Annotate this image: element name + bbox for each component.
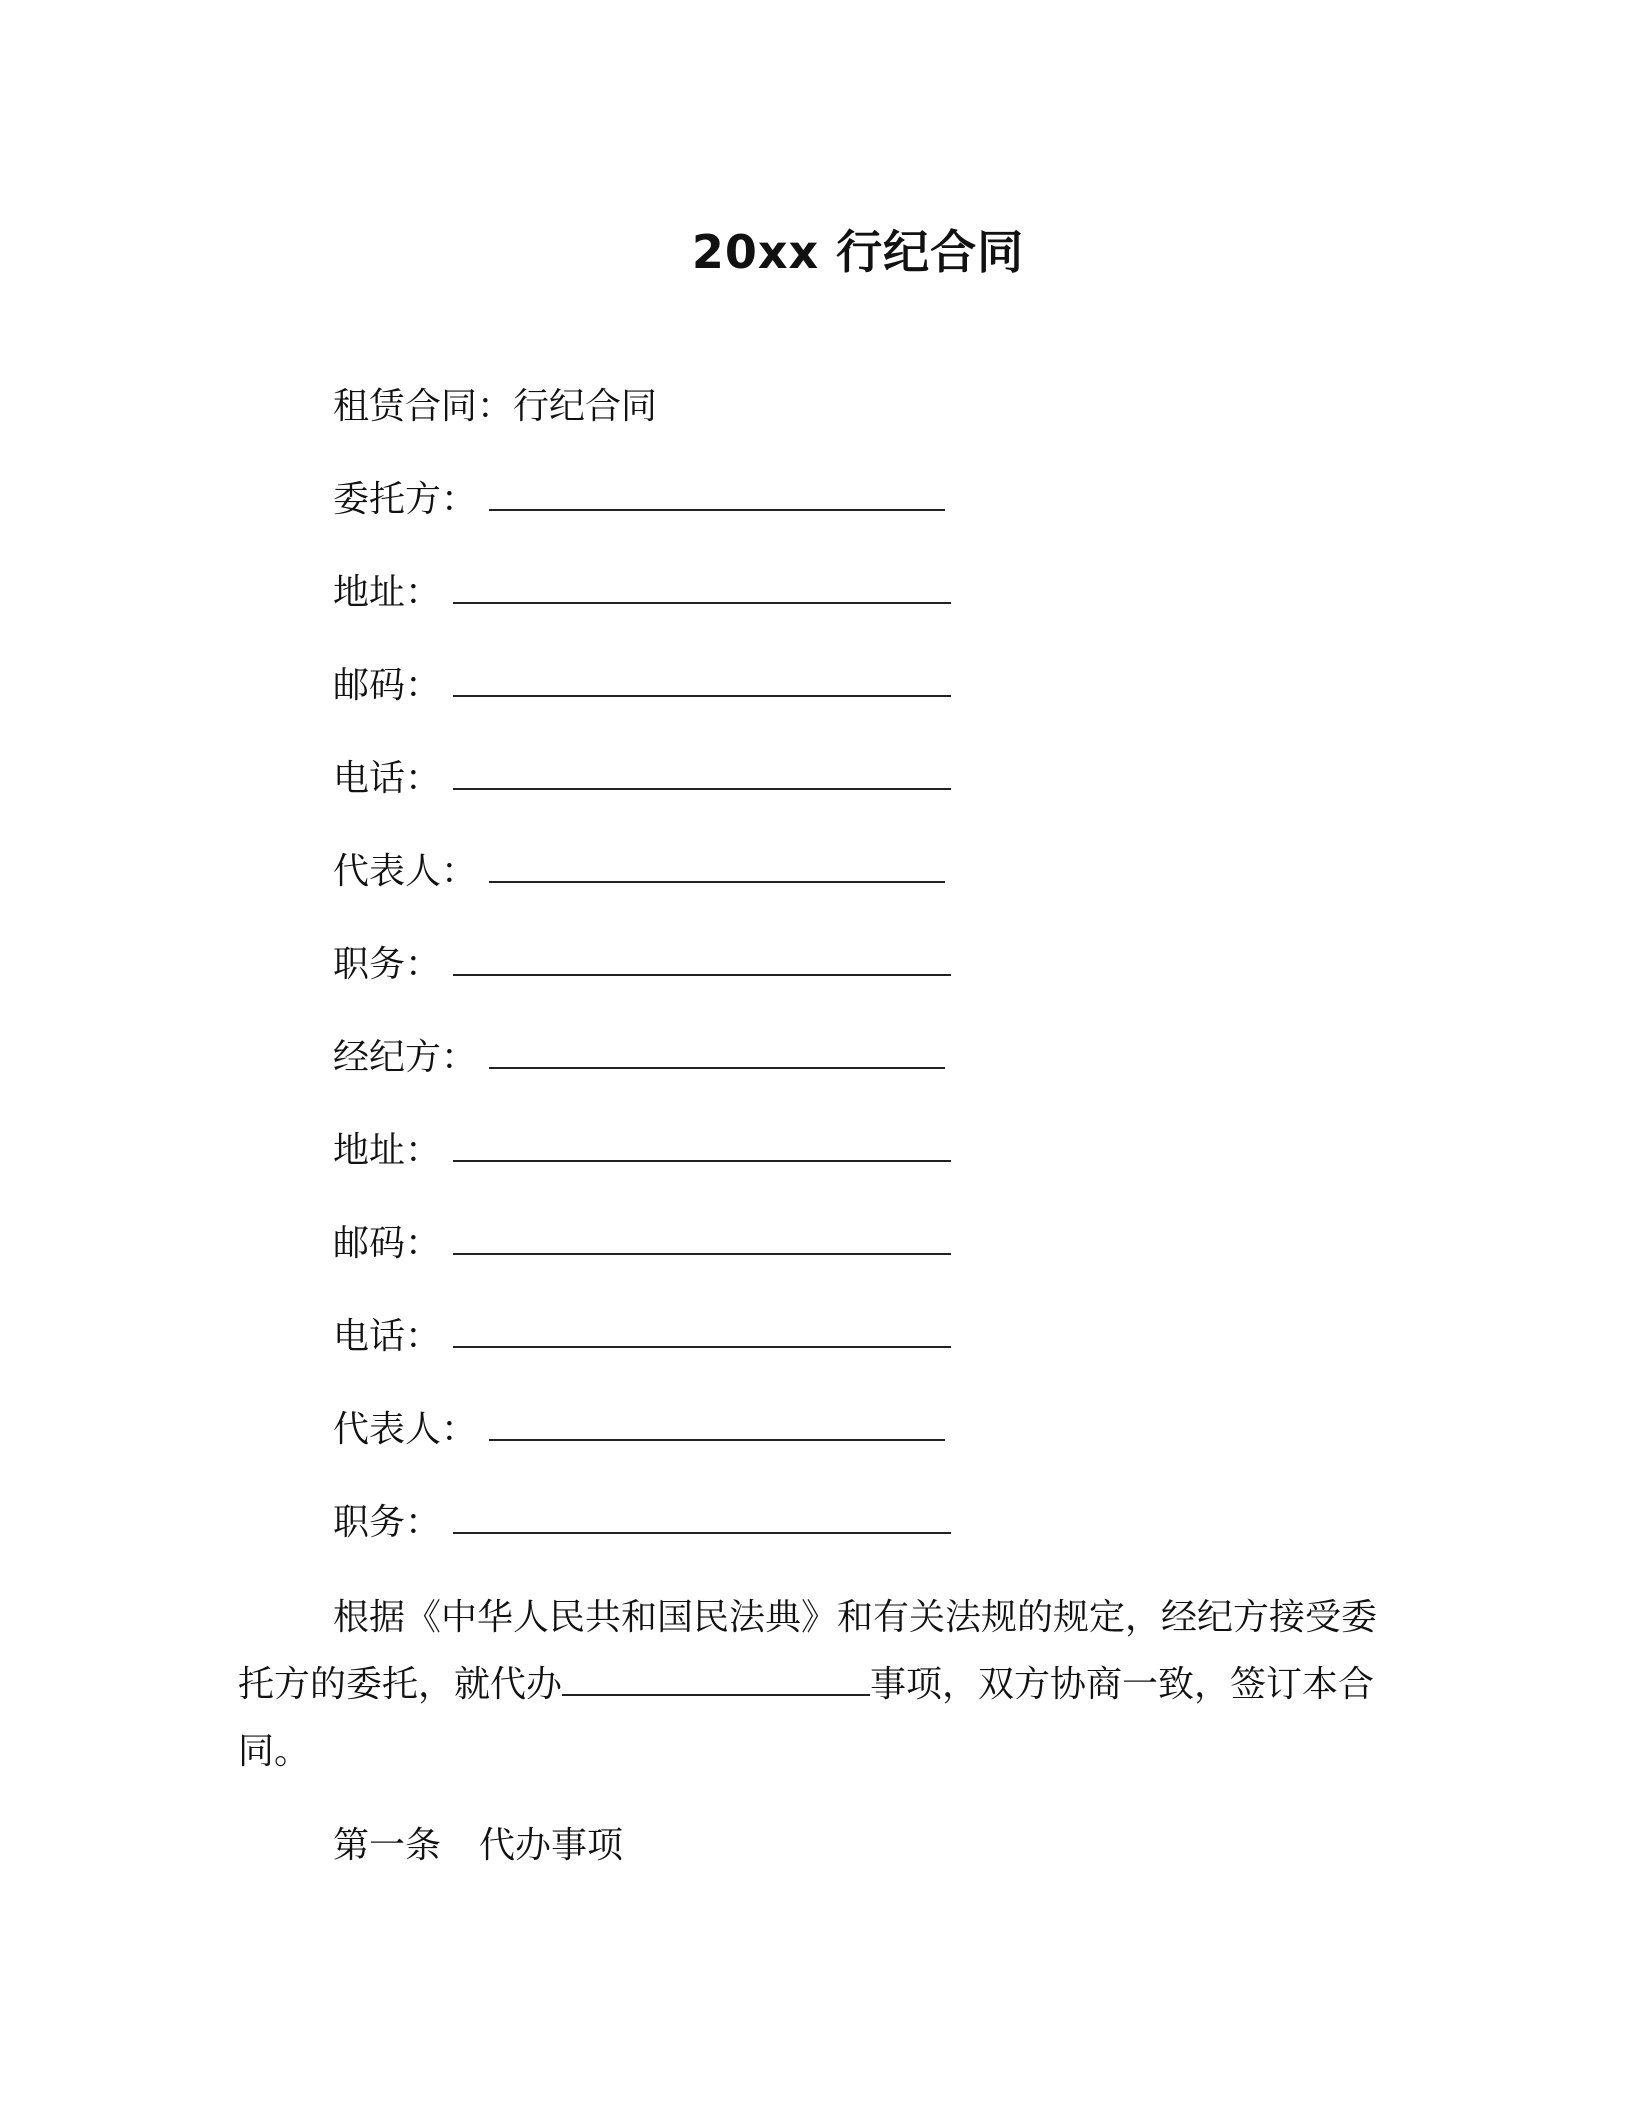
paragraph-text-1: 根据《中华人民共和国民法典》和有关法规的规定，经纪方接受委托方的委托，就代办 [238, 1597, 1378, 1705]
field-label: 电话： [333, 758, 442, 799]
form-field-address [333, 569, 951, 617]
intro-paragraph [238, 1584, 1378, 1785]
field-label: 地址： [333, 572, 442, 613]
fill-blank-line [453, 570, 951, 604]
form-field-principal [333, 476, 945, 524]
fill-blank-line [453, 1314, 951, 1348]
field-label: 地址： [333, 1130, 442, 1171]
field-label: 委托方： [333, 479, 478, 520]
contract-type: 租赁合同：行纪合同 [333, 386, 658, 427]
fill-blank-line [489, 849, 945, 883]
field-label: 经纪方： [333, 1037, 478, 1078]
fill-blank-line [562, 1662, 870, 1696]
paragraph-text-2: 事项，双方协商一致，签订本合同。 [238, 1664, 1375, 1772]
form-field-position [333, 1499, 951, 1547]
form-field-postcode [333, 662, 951, 710]
form-field-postcode [333, 1220, 951, 1268]
field-label: 职务： [333, 1502, 442, 1543]
fill-blank-line [453, 663, 951, 697]
section-heading [333, 1822, 623, 1870]
fill-blank-line [453, 1221, 951, 1255]
form-field-address [333, 1127, 951, 1175]
form-field-phone [333, 755, 951, 803]
fill-blank-line [489, 477, 945, 511]
field-label: 邮码： [333, 1223, 442, 1264]
fill-blank-line [489, 1407, 945, 1441]
fill-blank-line [453, 942, 951, 976]
form-field-broker [333, 1034, 945, 1082]
contract-type-line [333, 383, 657, 431]
fill-blank-line [453, 1500, 951, 1534]
section-title: 代办事项 [479, 1825, 624, 1866]
document-title: 20xx 行纪合同 [691, 225, 1025, 279]
fill-blank-line [489, 1035, 945, 1069]
form-field-phone [333, 1313, 951, 1361]
fill-blank-line [453, 1128, 951, 1162]
field-label: 邮码： [333, 665, 442, 706]
form-field-position [333, 941, 951, 989]
field-label: 代表人： [333, 1409, 478, 1450]
form-field-representative [333, 848, 945, 896]
section-number: 第一条 [333, 1825, 442, 1866]
fill-blank-line [453, 756, 951, 790]
field-label: 代表人： [333, 851, 478, 892]
field-label: 职务： [333, 944, 442, 985]
field-label: 电话： [333, 1316, 442, 1357]
form-field-representative [333, 1406, 945, 1454]
